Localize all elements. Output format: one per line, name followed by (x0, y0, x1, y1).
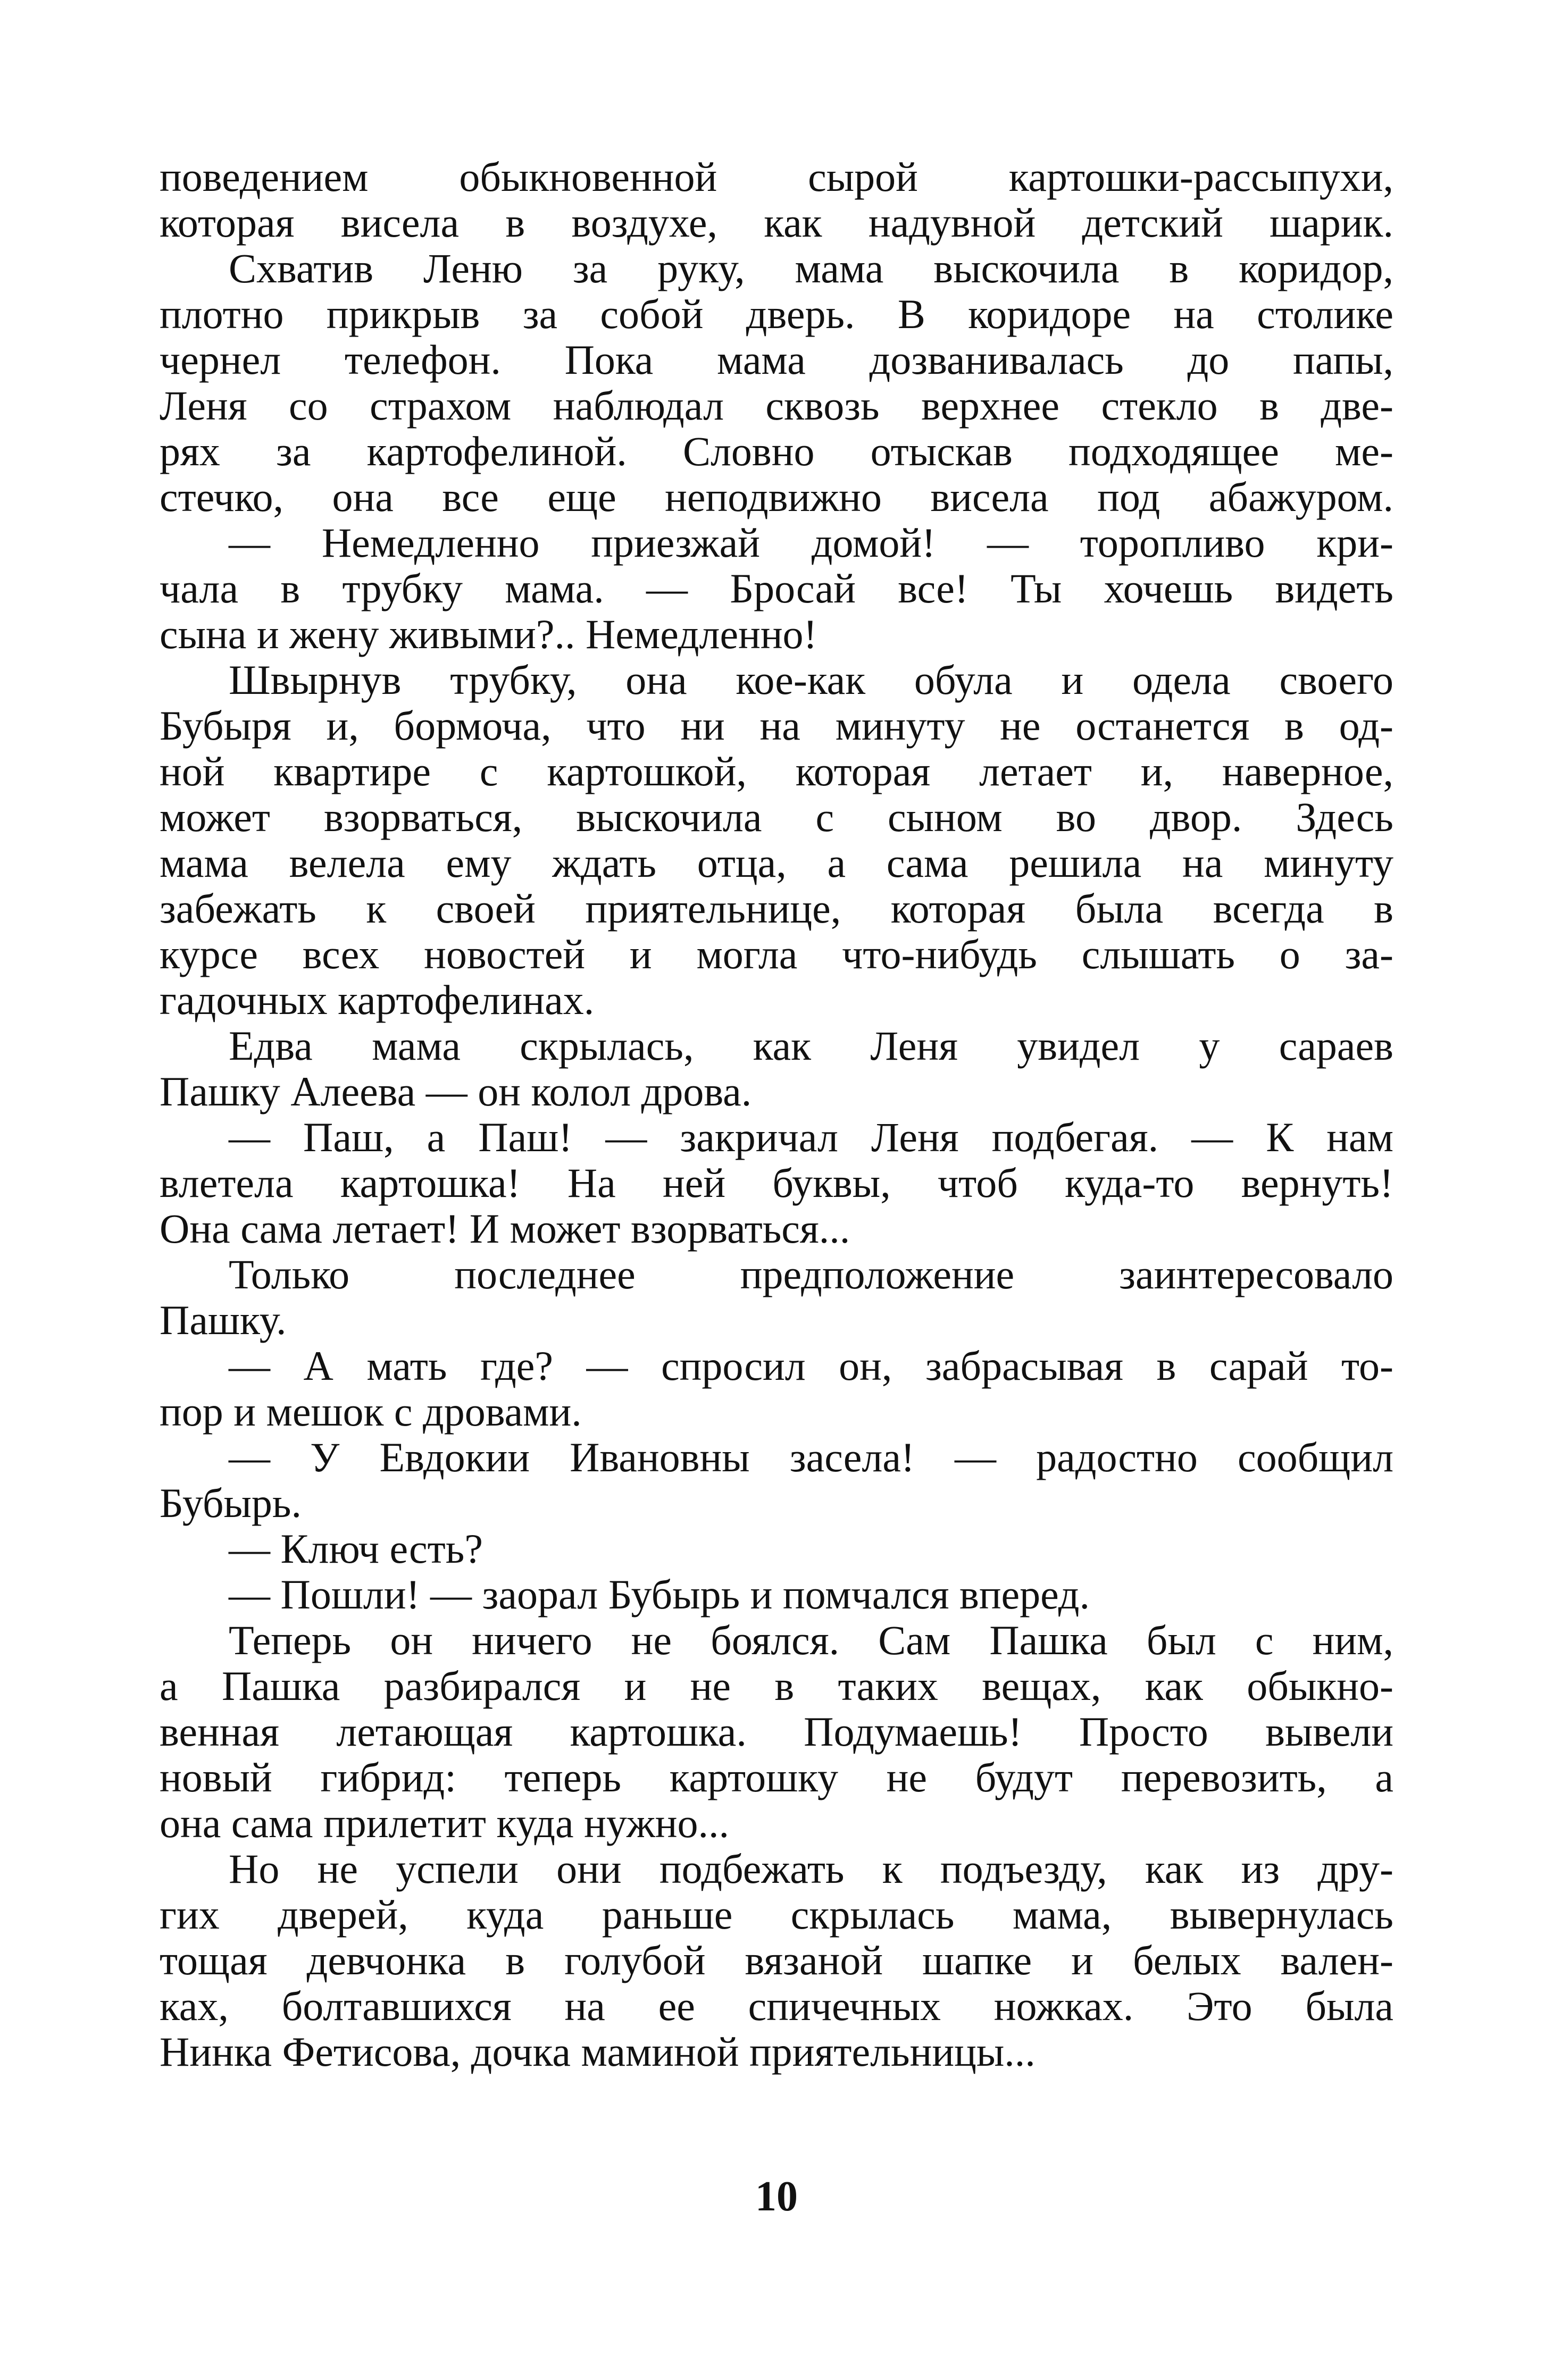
text-line: сына и жену живыми?.. Немедленно! (160, 611, 817, 657)
body-text (160, 154, 1393, 2075)
text-line: ной квартире с картошкой, которая летает и, наверное, (160, 749, 1393, 794)
text-line: Швырнув трубку, она кое-как обула и одела своего (229, 657, 1393, 703)
text-line: гадочных картофелинах. (160, 977, 595, 1023)
text-line: чала в трубку мама. — Бросай все! Ты хочешь видеть (160, 566, 1393, 611)
text-line: которая висела в воздухе, как надувной детский шарик. (160, 200, 1393, 246)
text-line: Схватив Леню за руку, мама выскочила в коридор, (229, 246, 1393, 291)
text-line: стечко, она все еще неподвижно висела под абажуром. (160, 474, 1393, 520)
text-line: мама велела ему ждать отца, а сама решила на минуту (160, 840, 1393, 886)
text-line: Бубырь. (160, 1480, 302, 1526)
text-line: Она сама летает! И может взорваться... (160, 1206, 850, 1252)
text-line: венная летающая картошка. Подумаешь! Просто вывели (160, 1709, 1393, 1755)
text-line: забежать к своей приятельнице, которая была всегда в (160, 886, 1393, 932)
text-line: а Пашка разбирался и не в таких вещах, как обыкно- (160, 1663, 1393, 1709)
text-line: Пашку Алеева — он колол дрова. (160, 1069, 752, 1114)
text-line: Но не успели они подбежать к подъезду, как из дру- (229, 1846, 1393, 1892)
text-line: Нинка Фетисова, дочка маминой приятельницы... (160, 2029, 1036, 2075)
text-line: пор и мешок с дровами. (160, 1389, 582, 1435)
text-line: — Пошли! — заорал Бубырь и помчался вперед. (229, 1572, 1090, 1618)
text-line: она сама прилетит куда нужно... (160, 1800, 729, 1846)
text-line: курсе всех новостей и могла что-нибудь слышать о за- (160, 932, 1393, 977)
text-line: — А мать где? — спросил он, забрасывая в сарай то- (229, 1343, 1393, 1389)
text-line: Пашку. (160, 1297, 287, 1343)
text-line: поведением обыкновенной сырой картошки-рассыпухи, (160, 154, 1393, 200)
text-line: ках, болтавшихся на ее спичечных ножках. Это была (160, 1983, 1393, 2029)
text-line: — Ключ есть? (229, 1526, 483, 1572)
page-number: 10 (755, 2173, 798, 2220)
text-line: Леня со страхом наблюдал сквозь верхнее стекло в две- (160, 383, 1393, 429)
text-line: — У Евдокии Ивановны засела! — радостно сообщил (229, 1435, 1393, 1480)
text-line: чернел телефон. Пока мама дозванивалась до папы, (160, 337, 1393, 383)
text-line: Едва мама скрылась, как Леня увидел у сараев (229, 1023, 1393, 1069)
text-line: Теперь он ничего не боялся. Сам Пашка был с ним, (229, 1618, 1393, 1663)
text-line: — Немедленно приезжай домой! — торопливо кри- (229, 520, 1393, 566)
text-line: гих дверей, куда раньше скрылась мама, вывернулась (160, 1892, 1393, 1938)
text-line: рях за картофелиной. Словно отыскав подходящее ме- (160, 429, 1393, 474)
text-line: — Паш, а Паш! — закричал Леня подбегая. — К нам (229, 1114, 1393, 1160)
text-line: плотно прикрыв за собой дверь. В коридоре на столике (160, 291, 1393, 337)
text-line: тощая девчонка в голубой вязаной шапке и белых вален- (160, 1938, 1393, 1983)
text-line: новый гибрид: теперь картошку не будут перевозить, а (160, 1755, 1393, 1800)
text-line: влетела картошка! На ней буквы, чтоб куда-то вернуть! (160, 1160, 1393, 1206)
text-line: Бубыря и, бормоча, что ни на минуту не останется в од- (160, 703, 1393, 749)
text-line: Только последнее предположение заинтересовало (229, 1252, 1393, 1297)
text-line: может взорваться, выскочила с сыном во двор. Здесь (160, 794, 1393, 840)
